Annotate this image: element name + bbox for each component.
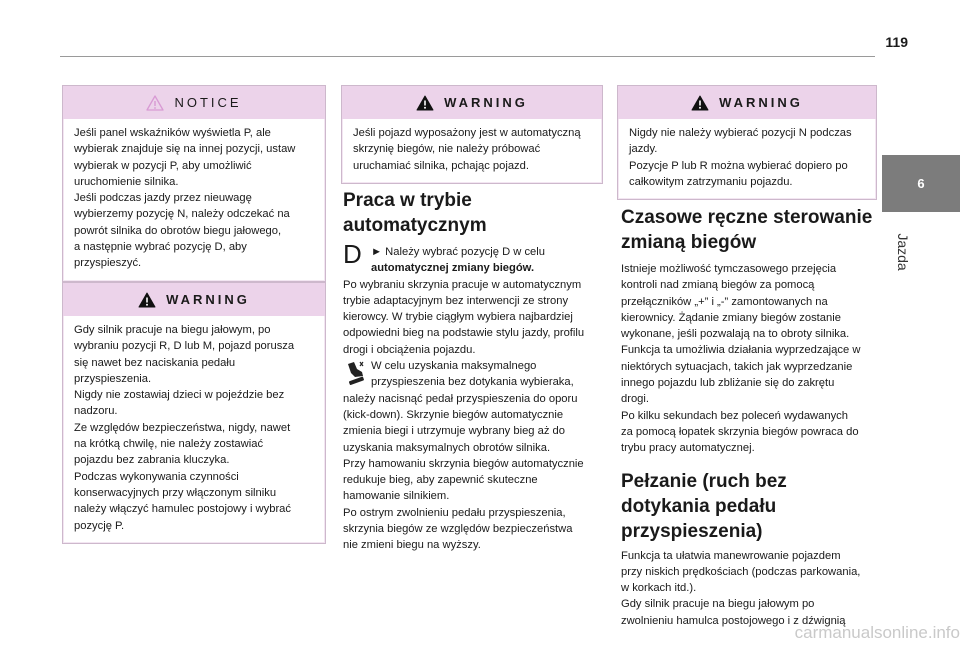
text-line: trybu pracy automatycznej. [621,442,755,455]
warning-icon [691,95,709,111]
text-line: nie zmieni biegu na wyższy. [343,539,481,552]
text-line: Funkcja ta umożliwia działania wyprzedzające w [621,344,861,357]
text-line: skrzynię biegów, nie należy próbować [353,143,541,156]
text-line: drogi. [621,393,649,406]
section-manual [621,205,883,629]
notice-warning-icon [146,95,164,111]
text-line: całkowitym zatrzymaniu pojazdu. [629,175,793,188]
chapter-title: Jazda [895,233,911,271]
warning-box-2 [341,85,603,184]
section-auto-title: Praca w trybie automatycznym [343,190,487,236]
watermark-text: carmanualsonline.info [794,623,960,642]
text-line: należy włączyć hamulec postojowy i wybrać [74,503,291,516]
dropcap-letter: D [343,239,362,269]
warning-title-1: WARNING [166,292,250,307]
text-line: się nawet bez naciskania pedału [74,356,236,369]
text-line: Jeśli podczas jazdy przez nieuwagę [74,192,252,205]
notice-header [63,86,325,119]
text-line: Ze względów bezpieczeństwa, nigdy, nawet [74,421,291,434]
warning-box-3 [617,85,877,200]
text-line: automatycznej zmiany biegów. [371,262,535,275]
text-line: Istnieje możliwość tymczasowego przejęcia [621,263,837,275]
text-line: pozycję P. [74,519,125,532]
warning-body-2 [343,119,601,182]
chapter-tab[interactable] [882,155,960,212]
text-line: wybierak w pozycji P, aby umożliwić [74,159,252,172]
text-line: Funkcja ta ułatwia manewrowanie pojazdem [621,549,841,562]
text-line: przyspieszenia bez dotykania wybieraka, [371,376,574,389]
text-line: należy nacisnąć pedał przyspieszenia do oporu [343,392,578,405]
warning-header-1 [63,283,325,316]
text-line: ► Należy wybrać pozycję D w celu [371,246,545,258]
text-line: przyspieszenia. [74,372,152,385]
notice-body [64,119,324,280]
text-line: nadzoru. [74,405,118,418]
text-line: skrzynia biegów ze względów bezpieczeństwa [343,523,573,536]
text-line: w korkach itd.). [621,582,697,595]
text-line: wybraniu pozycji R, D lub M, pojazd porusza [74,340,295,353]
text-line: pojazdu bez zabrania kluczyka. [74,454,230,467]
text-line: hamowanie silnikiem. [343,490,450,503]
notice-box [62,85,326,282]
pedal-foot-icon [345,360,367,386]
text-line: przełączników „+” i „-” zamontowanych na [621,295,828,308]
text-line: uruchamiać silnika, pchając pojazd. [353,159,529,172]
text-line: (kick-down). Skrzynie biegów automatycznie [343,408,564,421]
text-line: wybierak znajduje się na innej pozycji, ustaw [74,143,296,156]
warning-body-1 [64,316,324,542]
text-line: uruchomienie silnika. [74,175,179,188]
warning-header-3 [618,86,876,119]
text-line: uzyskania maksymalnych obrotów silnika. [343,441,551,454]
text-line: przy niskich prędkościach (podczas parkowania, [621,565,861,578]
text-line: W celu uzyskania maksymalnego [371,360,537,373]
notice-title: NOTICE [174,95,242,110]
text-line: konserwacyjnych przy włączonym silniku [74,486,277,499]
text-line: redukuje bieg, aby zapewnić skuteczne [343,474,538,487]
warning-header-2 [342,86,602,119]
text-line: Jeśli panel wskaźników wyświetla P, ale [74,127,271,139]
text-line: Przy hamowaniu skrzynia biegów automatycznie [343,457,584,470]
text-line: zmienia biegi i utrzymuje wybrany bieg aż do [343,425,565,438]
text-line: jazdy. [629,143,658,156]
text-line: wybierzemy pozycję N, należy odczekać na [74,208,290,221]
section-creep-title: Pełzanie (ruch bez dotykania pedału przyspieszenia) [621,470,787,542]
text-line: Gdy silnik pracuje na biegu jałowym po [621,598,815,611]
chapter-number: 6 [917,176,925,191]
section-manual-title: Czasowe ręczne sterowanie zmianą biegów [621,207,873,253]
text-line: drogi i obciążenia pojazdu. [343,343,476,356]
text-line: powrót silnika do obrotów biegu jałowego, [74,224,282,237]
text-line: zwolnieniu hamulca postojowego i z dźwignią [621,614,846,627]
text-line: za pomocą łopatek skrzynia biegów powraca do [621,425,859,438]
text-line: niektórych sytuacjach, takich jak wyprzedzanie [621,360,853,373]
text-line: przyspieszyć. [74,257,142,270]
text-line: kontroli nad zmianą biegów za pomocą [621,279,815,292]
text-line: Nigdy nie zostawiaj dzieci w pojeździe bez [74,389,285,402]
warning-body-3 [619,119,875,198]
warning-title-2: WARNING [444,95,528,110]
text-line: na krótką chwilę, nie należy zostawiać [74,438,264,451]
text-line: odpowiedni bieg na podstawie stylu jazdy, profilu [343,327,585,340]
text-line: kierownicy. Żądanie zmiany biegów zostanie [621,311,841,324]
text-line: Po wybraniu skrzynia pracuje w automatycznym [343,278,582,291]
text-line: innego pojazdu lub zbliżanie się do zakrętu [621,377,835,390]
text-line: wykonane, jeśli pozwalają na to obroty silnika. [621,328,850,341]
text-line: Pozycje P lub R można wybierać dopiero po [629,159,848,172]
warning-title-3: WARNING [719,95,803,110]
text-line: Podczas wykonywania czynności [74,470,239,483]
text-line: Nigdy nie należy wybierać pozycji N podczas [629,127,852,139]
text-line: Gdy silnik pracuje na biegu jałowym, po [74,324,271,336]
text-line: Po kilku sekundach bez poleceń wydawanych [621,409,848,422]
page-number: 119 [885,34,908,50]
warning-icon [138,292,156,308]
text-line: Po ostrym zwolnieniu pedału przyspieszenia, [343,506,566,519]
section-auto [343,188,605,554]
warning-icon [416,95,434,111]
text-line: kierowcy. W trybie ciągłym wybiera najbardziej [343,311,573,324]
dropcap-paragraph [343,239,605,277]
text-line: a następnie wybrać pozycję D, aby [74,241,247,254]
text-line: trybie adaptacyjnym bez interwencji ze strony [343,294,569,307]
header-rule [60,56,875,57]
kickdown-paragraph [343,358,605,391]
text-line: Jeśli pojazd wyposażony jest w automatyczną [353,127,581,139]
warning-box-1 [62,282,326,544]
